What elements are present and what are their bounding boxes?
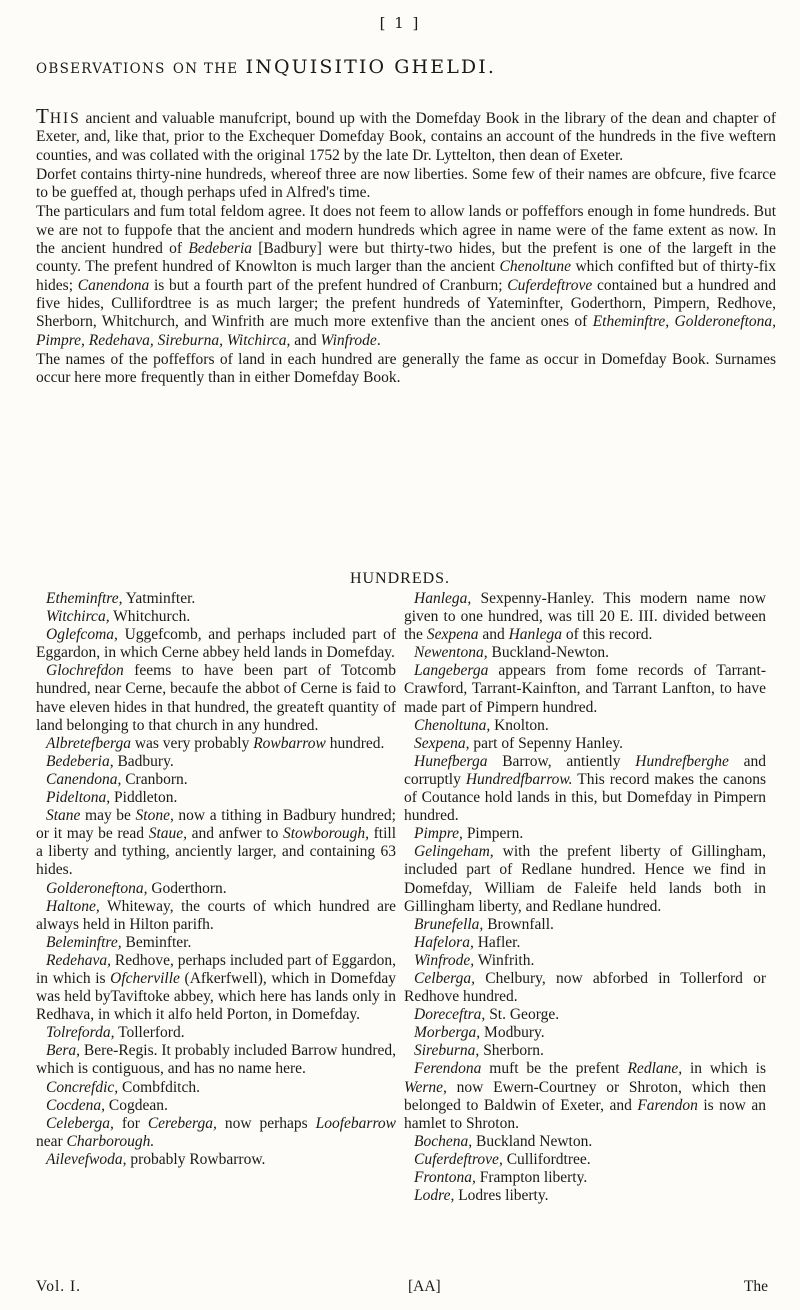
hundred-name: Brunefella,: [414, 915, 484, 933]
hundred-name: Chenoltuna,: [414, 716, 491, 734]
hundred-description: Cullifordtree.: [502, 1150, 591, 1168]
hundred-description: Buckland-Newton.: [487, 644, 610, 662]
volume-label: Vol. I.: [36, 1278, 82, 1295]
hundred-description: is now an hamlet to Shroton.: [404, 1096, 766, 1132]
hundred-description: muft be the prefent: [481, 1060, 628, 1078]
intro-paragraph-2: [36, 166, 776, 203]
hundred-name: Celeberga,: [46, 1114, 114, 1132]
hundred-name: Hanlega: [508, 626, 562, 644]
hundred-description: Pimpern.: [462, 825, 524, 843]
intro-text: .: [376, 331, 381, 349]
hundred-name: Ailevefwoda,: [46, 1150, 127, 1168]
hundred-description: feems to have been part of Totcomb hundred, near Cerne, becaufe the abbot of Cerne is faid to have eleven hides in that hundred, the greateft quantity of land belonging to that church in any hundred.: [36, 662, 396, 734]
hundred-description: Barrow, antiently: [487, 752, 636, 770]
hundred-entry: [404, 662, 766, 716]
hundred-description: Hafler.: [473, 933, 521, 951]
hundred-name: Newentona,: [414, 644, 488, 662]
hundred-name: Bedeberia,: [46, 752, 114, 770]
place-name: Cuferdeftrove: [507, 276, 593, 294]
hundred-description: Whiteway, the courts of which hundred are always held in Hilton parifh.: [36, 897, 396, 933]
hundred-entry: [404, 934, 766, 952]
hundred-name: Sexpena,: [414, 734, 470, 752]
hundred-description: Sherborn.: [479, 1042, 544, 1060]
hundred-entry: [36, 1079, 396, 1097]
hundred-description: Whitchurch.: [109, 608, 191, 626]
hundred-entry: [404, 952, 766, 970]
hundred-entry: [404, 590, 766, 644]
hundred-name: Beleminftre,: [46, 933, 122, 951]
hundred-name: Hundredfbarrow.: [465, 770, 573, 788]
hundred-name: Cereberga,: [147, 1114, 217, 1132]
place-name: Etheminftre, Golderoneftona, Pimpre, Redehava, Sireburna, Witchirca,: [36, 313, 777, 349]
hundred-description: Cogdean.: [104, 1096, 168, 1114]
hundred-description: may be: [80, 807, 136, 825]
hundred-name: Canendona,: [46, 770, 122, 788]
hundred-name: Sireburna,: [414, 1042, 480, 1060]
hundred-description: Winfrith.: [474, 951, 535, 969]
heading-observations: OBSERVATIONS: [36, 61, 166, 77]
hundred-description: appears from fome records of Tarrant-Crawford, Tarrant-Kainfton, and Tarrant Lanfton, to have made part of Pimpern hundred.: [404, 662, 766, 716]
hundred-name: Lodre,: [414, 1187, 455, 1205]
hundred-description: Beminfter.: [121, 933, 192, 951]
hundred-name: Redehava,: [46, 951, 111, 969]
place-name: Chenoltune: [499, 258, 571, 276]
hundred-entry: [36, 1115, 396, 1151]
hundred-name: Winfrode,: [414, 951, 475, 969]
hundred-entry: [36, 934, 396, 952]
hundred-description: Goderthorn.: [147, 879, 227, 897]
hundred-entry: [404, 1006, 766, 1024]
hundred-description: St. George.: [485, 1006, 560, 1024]
hundred-description: Uggefcomb, and perhaps included part of Eggardon, in which Cerne abbey held lands in Domefday.: [36, 626, 396, 662]
hundred-description: near: [36, 1132, 67, 1150]
hundred-name: Morberga,: [414, 1024, 481, 1042]
hundred-description: Combfditch.: [118, 1078, 200, 1096]
place-name: Winfrode: [320, 331, 377, 349]
hundred-name: Celberga,: [414, 969, 475, 987]
hundred-name: Stane: [46, 807, 81, 825]
hundred-name: Bera,: [46, 1042, 81, 1060]
hundred-entry: [36, 662, 396, 734]
hundred-name: Albretefberga: [46, 734, 131, 752]
intro-text: Dorfet contains thirty-nine hundreds, whereof three are now liberties. Some few of their names are obfcure, five fcarce to be gueffed at, though perhaps ufed in Alfred's time.: [36, 165, 776, 202]
hundred-entry: [404, 1024, 766, 1042]
hundred-entry: [404, 1060, 766, 1132]
hundred-description: ftill a liberty and tything, anciently larger, and containing 63 hides.: [36, 825, 397, 879]
heading-on-the: ON THE: [172, 61, 239, 77]
hundred-name: Stowborough,: [283, 825, 369, 843]
intro-paragraph-3: [36, 203, 776, 349]
hundred-name: Cocdena,: [46, 1096, 105, 1114]
hundred-description: Chelbury, now abforbed in Tollerford or Redhove hundred.: [404, 969, 766, 1006]
hundred-description: and corruptly: [404, 752, 766, 788]
hundred-entry: [36, 1024, 396, 1042]
hundred-name: Loofebarrow: [315, 1114, 396, 1132]
hundred-name: Werne,: [404, 1078, 447, 1096]
hundred-entry: [404, 1151, 766, 1169]
hundred-description: for: [113, 1114, 148, 1132]
hundred-description: with the prefent liberty of Gillingham, included part of Redlane hundred. Hence we find in Domefday, William de Faleife held lands both in Gillingham liberty, and Redlane hundred.: [404, 843, 766, 915]
intro-text: contained but a hundred and five hides, Cullifordtree is as much larger; the prefent hundreds of Yateminfter, Goderthorn, Pimpern, Redhove, Sherborn, Whitchurch, and Winfrith are much more extenfive than the ancient ones of: [36, 276, 777, 331]
page-heading: [36, 56, 768, 78]
drop-capital: T: [36, 104, 50, 128]
heading-inquisitio: INQUISITIO GHELDI.: [245, 56, 496, 78]
hundred-description: and: [478, 626, 509, 644]
hundred-entry: [404, 843, 766, 915]
hundred-description: This record makes the canons of Coutance hold lands in this, but Domefday in Pimpern hundred.: [404, 770, 766, 825]
hundred-name: Cuferdeftrove,: [414, 1150, 503, 1168]
intro-text: The particulars and fum total feldom agree. It does not feem to allow lands or poffeffors enough in fome hundreds. But we are not to fuppofe that the ancient and modern hundreds which agree in name were of the fame extent as now. In the ancient hundred of: [36, 203, 776, 258]
intro-paragraph-4: [36, 351, 776, 388]
hundred-entry: [36, 952, 396, 1024]
intro-paragraph-1: [36, 104, 776, 165]
hundred-entry: [36, 898, 396, 934]
hundred-name: Pimpre,: [414, 825, 463, 843]
hundred-entry: [404, 825, 766, 843]
hundred-description: Sexpenny-Hanley. This modern name now given to one hundred, was till 20 E. III. divided between the: [404, 590, 766, 644]
hundred-description: and anfwer to: [187, 825, 283, 843]
hundred-entry: [36, 753, 396, 771]
hundred-name: Rowbarrow: [253, 734, 326, 752]
hundred-description: Frampton liberty.: [475, 1169, 588, 1186]
hundred-name: Tolreforda,: [46, 1024, 115, 1042]
hundred-entry: [36, 590, 396, 608]
hundred-entry: [36, 1097, 396, 1115]
intro-text: ancient and valuable manufcript, bound up with the Domefday Book in the library of the dean and chapter of Exeter, and, like that, prior to the Exchequer Domefday Book, contains an account of the hundreds in the five weftern counties, and was collated with the original 1752 by the late Dr. Lyttelton, then dean of Exeter.: [36, 110, 776, 164]
hundred-entry: [36, 626, 396, 662]
hundred-entry: [404, 1169, 766, 1187]
hundred-name: Hunefberga: [414, 752, 488, 770]
hundred-name: Etheminftre,: [46, 590, 123, 607]
hundred-name: Golderoneftona,: [46, 879, 148, 897]
section-title: HUNDREDS.: [349, 570, 451, 587]
hundred-description: was very probably: [130, 734, 254, 752]
hundred-name: Oglefcoma,: [46, 626, 118, 644]
hundred-name: Concrefdic,: [46, 1078, 119, 1096]
hundred-entry: [404, 970, 766, 1006]
hundred-description: now a tithing in Badbury hundred; or it may be read: [36, 807, 396, 843]
hundred-description: in which is: [682, 1060, 766, 1078]
signature-mark: [AA]: [408, 1278, 441, 1295]
hundred-description: Badbury.: [113, 752, 174, 770]
hundred-entry: [404, 735, 766, 753]
left-column: [36, 590, 396, 1169]
catchword: The: [743, 1278, 768, 1295]
hundred-entry: [404, 1133, 766, 1151]
hundred-name: Doreceftra,: [414, 1006, 486, 1024]
hundred-description: of this record.: [561, 626, 653, 644]
hundred-description: Modbury.: [480, 1024, 545, 1042]
right-column: [404, 590, 766, 1205]
hundred-name: Langeberga: [414, 662, 489, 680]
hundred-name: Charborough.: [66, 1132, 155, 1150]
hundred-description: Piddleton.: [110, 789, 178, 807]
hundred-description: (Afkerfwell), which in Domefday was held byTaviftoke abbey, which here has lands only in Redhava, in which it alfo held Porton, in Domefday.: [36, 969, 396, 1024]
spaced-word: HIS: [49, 110, 81, 127]
hundred-entry: [36, 608, 396, 626]
hundred-entry: [36, 1042, 396, 1078]
hundred-entry: [36, 771, 396, 789]
hundred-description: Tollerford.: [114, 1024, 185, 1042]
hundred-description: part of Sepenny Hanley.: [469, 734, 624, 752]
hundred-name: Frontona,: [414, 1169, 476, 1186]
hundred-name: Farendon: [637, 1096, 698, 1114]
page-number: [ 1 ]: [379, 14, 421, 32]
hundred-name: Ofcherville: [110, 969, 180, 987]
hundred-entry: [36, 735, 396, 753]
hundred-name: Sexpena: [426, 626, 479, 644]
hundred-description: probably Rowbarrow.: [126, 1150, 266, 1168]
hundred-name: Stone,: [135, 807, 174, 825]
hundred-name: Redlane,: [627, 1060, 683, 1078]
intro-text: is but a fourth part of the prefent hundred of Cranburn;: [149, 276, 508, 294]
intro-text: [Badbury] were but thirty-two hides, but the prefent is one of the largeft in the county. The prefent hundred of Knowlton is much larger than the ancient: [36, 240, 776, 276]
hundred-name: Pideltona,: [46, 789, 111, 807]
hundred-description: Cranborn.: [121, 770, 188, 788]
intro-text: which confifted but of thirty-fix hides;: [36, 258, 776, 294]
hundred-name: Bochena,: [414, 1132, 473, 1150]
hundred-description: Bere-Regis. It probably included Barrow hundred, which is contiguous, and has no name here.: [36, 1042, 396, 1078]
hundred-name: Staue,: [148, 825, 187, 843]
intro-text: and: [290, 331, 321, 349]
hundred-entry: [404, 717, 766, 735]
place-name: Canendona: [77, 276, 150, 294]
intro-text: The names of the poffeffors of land in each hundred are generally the fame as occur in Domefday Book. Surnames occur here more frequently than in either Domefday Book.: [36, 350, 776, 387]
hundred-entry: [404, 1187, 766, 1205]
hundred-entry: [36, 880, 396, 898]
hundred-entry: [404, 753, 766, 825]
hundred-name: Haltone,: [46, 897, 100, 915]
hundred-name: Hundrefberghe: [635, 752, 729, 770]
hundred-description: Brownfall.: [483, 915, 554, 933]
introduction: [36, 104, 777, 388]
hundred-description: Redhove, perhaps included part of Eggardon, in which is: [36, 951, 396, 987]
hundred-description: now perhaps: [216, 1114, 316, 1132]
hundred-description: Buckland Newton.: [472, 1132, 593, 1150]
hundred-entry: [404, 1042, 766, 1060]
hundred-name: Glochrefdon: [46, 662, 124, 680]
hundred-entry: [36, 1151, 396, 1169]
place-name: Bedeberia: [188, 240, 253, 258]
hundred-description: Yatminfter.: [122, 590, 196, 607]
hundred-name: Hanlega,: [414, 590, 472, 607]
hundred-entry: [404, 644, 766, 662]
hundred-name: Ferendona: [414, 1060, 482, 1078]
hundred-entry: [36, 789, 396, 807]
hundred-name: Gelingeham,: [414, 843, 494, 861]
hundred-name: Hafelora,: [414, 933, 474, 951]
hundred-entry: [404, 916, 766, 934]
hundred-description: now Ewern-Courtney or Shroton, which then belonged to Baldwin of Exeter, and: [404, 1078, 766, 1114]
hundred-description: Knolton.: [490, 716, 549, 734]
hundred-description: Lodres liberty.: [454, 1187, 549, 1205]
hundred-name: Witchirca,: [46, 608, 110, 626]
hundred-entry: [36, 807, 396, 879]
hundred-description: hundred.: [325, 734, 385, 752]
